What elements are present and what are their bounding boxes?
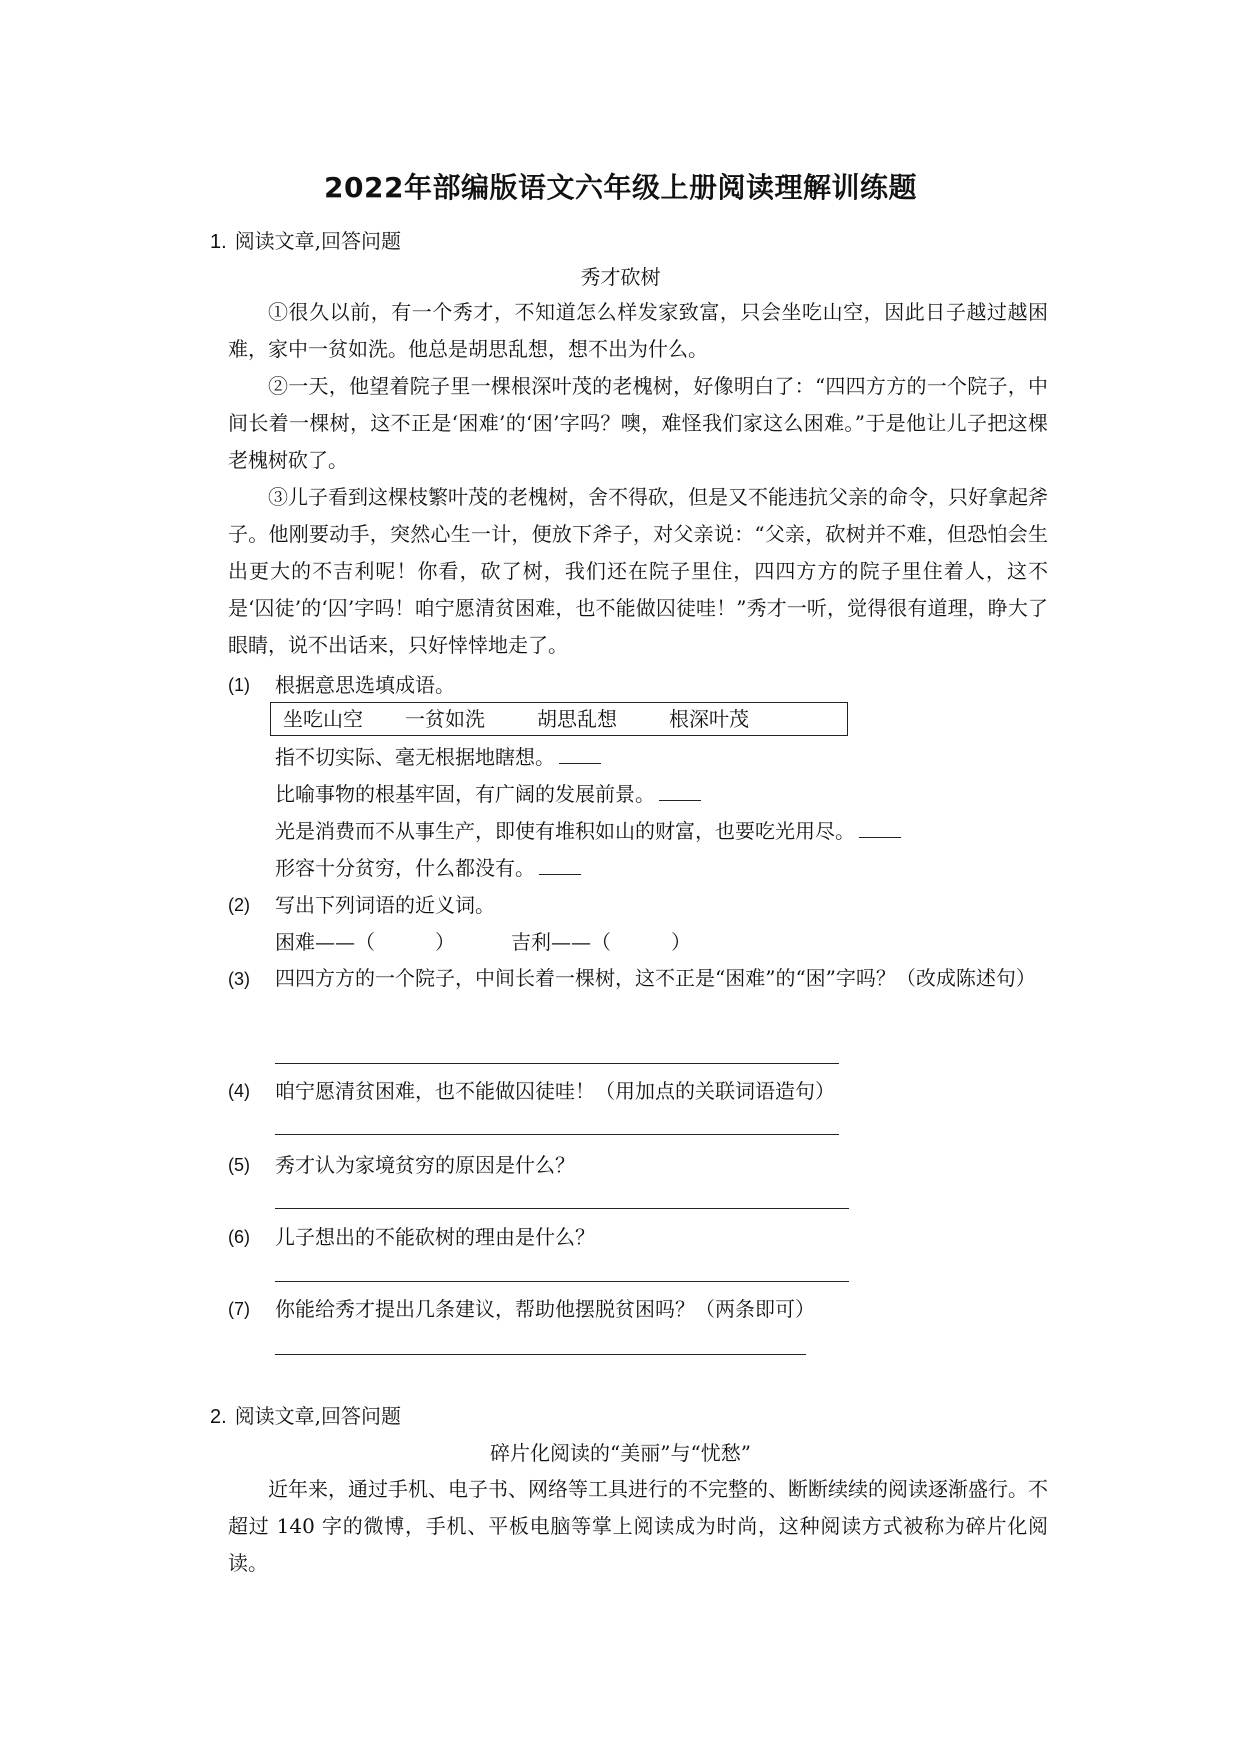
- answer-line[interactable]: [275, 1208, 849, 1209]
- subquestion-number: (2): [228, 895, 250, 915]
- synonym-word-2: 吉利——（: [511, 930, 611, 954]
- subquestion-number: (1): [228, 675, 250, 695]
- idiom-option: 坐吃山空: [283, 707, 363, 731]
- page-title: 2022年部编版语文六年级上册阅读理解训练题: [324, 171, 917, 204]
- question-number: 2.: [210, 1406, 227, 1428]
- definition-text: 光是消费而不从事生产，即使有堆积如山的财富，也要吃光用尽。: [275, 819, 855, 843]
- subquestion-number: (7): [228, 1299, 250, 1319]
- subquestion-number: (3): [228, 969, 250, 989]
- synonym-row: [275, 923, 691, 961]
- subquestion-number: (6): [228, 1227, 250, 1247]
- subquestion-prompt: 咱宁愿清贫困难，也不能做囚徒哇！（用加点的关联词语造句）: [275, 1079, 835, 1103]
- answer-blank[interactable]: [539, 852, 581, 875]
- subquestion-prompt: 四四方方的一个院子，中间长着一棵树，这不正是“困难”的“困”字吗？（改成陈述句）: [275, 966, 1036, 990]
- idiom-choice-box: [270, 702, 848, 736]
- definition-row: [275, 775, 701, 813]
- subquestion-prompt: 秀才认为家境贫穷的原因是什么？: [275, 1153, 575, 1177]
- question-2-heading: [210, 1397, 401, 1436]
- synonym-word-1: 困难——（: [275, 930, 375, 954]
- paragraph-1: ①很久以前，有一个秀才，不知道怎么样发家致富，只会坐吃山空，因此日子越过越困难，家中一贫如洗。他总是胡思乱想，想不出为什么。: [228, 300, 1048, 361]
- subquestion-prompt: 写出下列词语的近义词。: [275, 893, 495, 917]
- definition-row: [275, 812, 901, 850]
- answer-line[interactable]: [275, 1134, 839, 1135]
- subquestion-number: (4): [228, 1081, 250, 1101]
- answer-line[interactable]: [275, 1354, 806, 1355]
- definition-row: [275, 738, 601, 776]
- answer-line[interactable]: [275, 1063, 839, 1064]
- answer-blank[interactable]: [859, 815, 901, 838]
- subquestion-number: (5): [228, 1155, 250, 1175]
- article-title: 碎片化阅读的“美丽”与“忧愁”: [490, 1441, 751, 1465]
- paragraph-2: ②一天，他望着院子里一棵根深叶茂的老槐树，好像明白了：“四四方方的一个院子，中间长着一棵树，这不正是‘困难’的‘困’字吗？噢，难怪我们家这么困难。”于是他让儿子把这棵老槐树砍了。: [228, 374, 1048, 472]
- paren-close: ）: [671, 930, 691, 954]
- definition-row: [275, 849, 581, 887]
- definition-text: 形容十分贫穷，什么都没有。: [275, 856, 535, 880]
- paragraph-3: ③儿子看到这棵枝繁叶茂的老槐树，舍不得砍，但是又不能违抗父亲的命令，只好拿起斧子。他刚要动手，突然心生一计，便放下斧子，对父亲说：“父亲，砍树并不难，但恐怕会生出更大的不吉利呢！你看，砍了树，我们还在院子里住，四四方方的院子里住着人，这不是‘囚徒’的‘囚’字吗！咱宁愿清贫困难，也不能做囚徒哇！”秀才一听，觉得很有道理，睁大了眼睛，说不出话来，只好悻悻地走了。: [228, 485, 1048, 657]
- subquestion-prompt: 你能给秀才提出几条建议，帮助他摆脱贫困吗？（两条即可）: [275, 1297, 815, 1321]
- idiom-option: 一贫如洗: [405, 707, 485, 731]
- subquestion-prompt: 根据意思选填成语。: [275, 673, 455, 697]
- definition-text: 比喻事物的根基牢固，有广阔的发展前景。: [275, 782, 655, 806]
- question-heading-text: 阅读文章,回答问题: [234, 229, 402, 253]
- definition-text: 指不切实际、毫无根据地瞎想。: [275, 745, 555, 769]
- question-heading-text: 阅读文章,回答问题: [234, 1404, 402, 1428]
- subquestion-prompt: 儿子想出的不能砍树的理由是什么？: [275, 1225, 595, 1249]
- idiom-option: 胡思乱想: [537, 707, 617, 731]
- idiom-option: 根深叶茂: [669, 707, 749, 731]
- paragraph-1: 近年来，通过手机、电子书、网络等工具进行的不完整的、断断续续的阅读逐渐盛行。不超过 140 字的微博，手机、平板电脑等掌上阅读成为时尚，这种阅读方式被称为碎片化阅读。: [228, 1477, 1048, 1575]
- answer-blank[interactable]: [659, 778, 701, 801]
- question-1-heading: [210, 222, 401, 261]
- answer-line[interactable]: [275, 1281, 849, 1282]
- paren-close: ）: [435, 930, 455, 954]
- article-title: 秀才砍树: [580, 265, 661, 289]
- answer-blank[interactable]: [559, 741, 601, 764]
- question-number: 1.: [210, 231, 227, 253]
